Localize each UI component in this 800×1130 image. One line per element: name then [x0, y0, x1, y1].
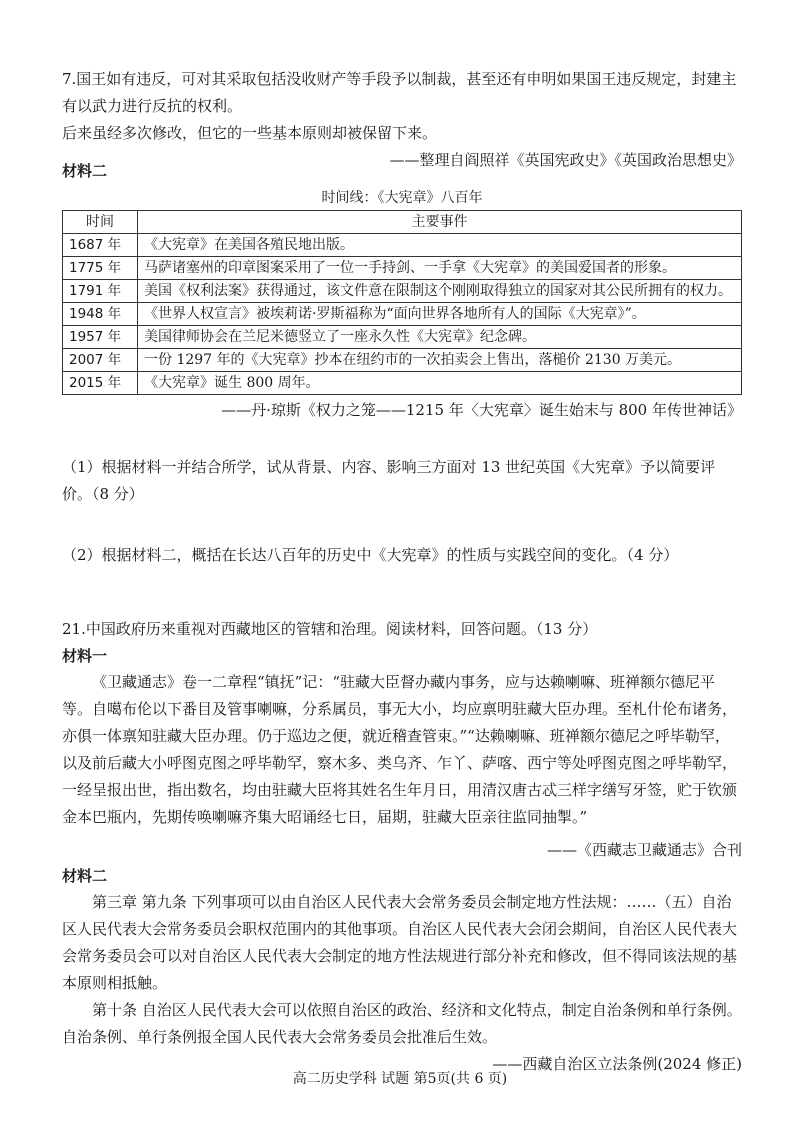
q21-material2-source: ——西藏自治区立法条例(2024 修正): [492, 1055, 742, 1073]
question-1-text: （1）根据材料一并结合所学，试从背景、内容、影响三方面对 13 世纪英国《大宪章》予以简要评价。（8 分）: [62, 458, 716, 503]
material2-source: ——丹·琼斯《权力之笼——1215 年〈大宪章〉诞生始末与 800 年传世神话》: [221, 401, 742, 419]
timeline-table: [62, 210, 742, 395]
table-row: [63, 372, 742, 395]
question-21: [62, 616, 742, 1077]
row-event: 《大宪章》在美国各殖民地出版。: [138, 234, 742, 257]
question-2: [62, 542, 742, 569]
row-event: 美国律师协会在兰尼米德竖立了一座永久性《大宪章》纪念碑。: [138, 326, 742, 349]
table-row: [63, 234, 742, 257]
header-event: 主要事件: [138, 211, 742, 234]
material1-source: ——整理自阎照祥《英国宪政史》《英国政治思想史》: [389, 151, 742, 169]
material2-heading: 材料二: [62, 162, 108, 180]
table-row: [63, 349, 742, 372]
question-21-title: 21.中国政府历来重视对西藏地区的管辖和治理。阅读材料，回答问题。（13 分）: [62, 620, 598, 638]
q21-material2-heading: 材料二: [62, 867, 108, 885]
row-event: 马萨诸塞州的印章图案采用了一位一手持剑、一手拿《大宪章》的美国爱国者的形象。: [138, 257, 742, 280]
table-row: [63, 326, 742, 349]
row-year: 1775 年: [63, 257, 138, 280]
header-time: 时间: [63, 211, 138, 234]
table-row: [63, 280, 742, 303]
row-year: 1948 年: [63, 303, 138, 326]
row-year: 2015 年: [63, 372, 138, 395]
row-year: 1957 年: [63, 326, 138, 349]
row-year: 2007 年: [63, 349, 138, 372]
table-header-row: [63, 211, 742, 234]
row-event: 《大宪章》诞生 800 周年。: [138, 372, 742, 395]
q21-material2-article9: 第三章 第九条 下列事项可以由自治区人民代表大会常务委员会制定地方性法规：……（五）自治区人民代表大会常务委员会职权范围内的其他事项。自治区人民代表大会闭会期间，自治区人民代表大会常务委员会可以对自治区人民代表大会制定的地方性法规进行部分补充和修改，但不得同该法规的基本原则相抵触。: [62, 893, 738, 992]
question-2-text: （2）根据材料二，概括在长达八百年的历史中《大宪章》的性质与实践空间的变化。（4 分）: [62, 546, 679, 564]
q21-material2-article10: 第十条 自治区人民代表大会可以依照自治区的政治、经济和文化特点，制定自治条例和单行条例。自治条例、单行条例报全国人民代表大会常务委员会批准后生效。: [62, 1001, 742, 1046]
page-footer: 高二历史学科 试题 第5页(共 6 页): [292, 1071, 508, 1087]
row-event: 《世界人权宣言》被埃莉诺·罗斯福称为“面向世界各地所有人的国际《大宪章》”。: [138, 303, 742, 326]
clause-7: 7.国王如有违反，可对其采取包括没收财产等手段予以制裁，甚至还有申明如果国王违反规定，封建主有以武力进行反抗的权利。: [62, 70, 737, 115]
table-row: [63, 257, 742, 280]
timeline-caption: 时间线：《大宪章》八百年: [321, 190, 483, 206]
material1-continuation: [62, 66, 742, 173]
q21-material1-text: 《卫藏通志》卷一二章程“镇抚”记：“驻藏大臣督办藏内事务，应与达赖喇嘛、班禅额尔德尼平等。自噶布伦以下番目及管事喇嘛，分系属员，事无大小，均应禀明驻藏大臣办理。至札什伦布诸务，亦俱一体禀知驻藏大臣办理。仍于巡边之便，就近稽查管束。”“达赖喇嘛、班禅额尔德尼之呼毕勒罕，以及前后藏大小呼图克图之呼毕勒罕，察木多、类乌齐、乍丫、萨喀、西宁等处呼图克图之呼毕勒罕，一经呈报出世，指出数名，均由驻藏大臣将其姓名生年月日，用清汉唐古忒三样字缮写牙签，贮于钦颁金本巴瓶内，先期传唤喇嘛齐集大昭诵经七日，届期，驻藏大臣亲往监同抽掣。”: [62, 673, 738, 826]
row-year: 1791 年: [63, 280, 138, 303]
row-event: 一份 1297 年的《大宪章》抄本在纽约市的一次拍卖会上售出，落槌价 2130 万美元。: [138, 349, 742, 372]
question-1: [62, 454, 742, 508]
later-revision-note: 后来虽经多次修改，但它的一些基本原则却被保留下来。: [62, 124, 438, 142]
row-event: 美国《权利法案》获得通过，该文件意在限制这个刚刚取得独立的国家对其公民所拥有的权力。: [138, 280, 742, 303]
q21-material1-source: ——《西藏志卫藏通志》合刊: [546, 841, 742, 859]
material2-section: [62, 158, 742, 423]
row-year: 1687 年: [63, 234, 138, 257]
table-row: [63, 303, 742, 326]
q21-material1-heading: 材料一: [62, 647, 108, 665]
